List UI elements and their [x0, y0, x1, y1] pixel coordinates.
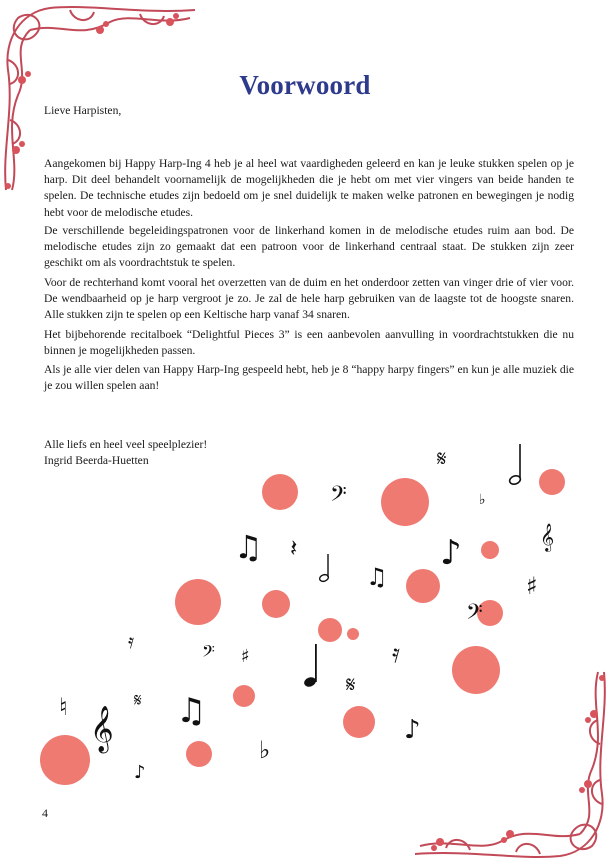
beamed-notes-icon: ♫	[176, 691, 207, 731]
segno-icon: 𝄋	[346, 673, 356, 698]
paragraph-text: Als je alle vier delen van Happy Harp-Ing gespeeld hebt, heb je 8 “happy harpy fingers” en kun je alle muziek die je zou willen spelen aan!	[44, 363, 574, 393]
bass-clef-icon: 𝄢	[466, 600, 483, 630]
decor-circle	[452, 646, 500, 694]
decor-circle	[262, 590, 290, 618]
decor-circle	[347, 628, 359, 640]
flat-icon: ♭	[479, 492, 486, 508]
half-note-icon	[508, 444, 521, 486]
segno-icon: 𝄋	[134, 690, 142, 711]
sharp-icon: ♯	[526, 572, 538, 600]
greeting	[44, 103, 574, 119]
paragraph-text: De verschillende begeleidingspatronen voor de linkerhand komen in de melodische etudes ruim aan bod. De melodische etudes zijn zo gemaakt dat een patroon voor de linkerhand centraal staat. De stukken zijn zeer geschikt om als voordrachtstuk te spelen.	[44, 224, 574, 270]
sixteenth-rest-icon: 𝄿	[392, 639, 400, 669]
decor-circle	[481, 541, 499, 559]
paragraph-3	[44, 275, 574, 324]
page-title: Voorwoord	[239, 70, 371, 101]
decor-circle	[40, 735, 90, 785]
flat-icon: ♭	[259, 736, 271, 764]
decor-circles	[40, 469, 565, 785]
decor-circle	[318, 618, 342, 642]
signature-name: Ingrid Beerda-Huetten	[44, 454, 149, 468]
natural-icon: ♮	[59, 693, 68, 721]
paragraph-text: Het bijbehorende recitalboek “Delightful Pieces 3” is een aanbevolen aanvulling in voordrachtstukken die nu binnen je mogelijkheden passen.	[44, 328, 574, 358]
music-decoration	[0, 430, 610, 810]
decor-circle	[343, 706, 375, 738]
treble-clef-icon: 𝄞	[90, 706, 114, 752]
paragraph-5	[44, 362, 574, 394]
sixteenth-rest-icon: 𝄿	[128, 629, 135, 653]
paragraph-text: Aangekomen bij Happy Harp-Ing 4 heb je al heel wat vaardigheden geleerd en kan je leuke stukken spelen op je harp. Dit deel behandelt voornamelijk de mogelijkheden die je hebt om met vier vingers van beide handen te spelen. De technische etudes zijn bedoeld om je snel duidelijk te maken welke patronen en bewegingen je nodig hebt voor de melodische etudes.	[44, 157, 574, 219]
half-note-icon	[319, 554, 330, 583]
page-number: 4	[42, 806, 48, 820]
sharp-icon: ♯	[241, 646, 250, 667]
paragraph-text: Voor de rechterhand komt vooral het overzetten van de duim en het onderdoor zetten van vinger drie of vier voor. De wendbaarheid op je harp vergroot je zo. Je zal de hele harp gebruiken van de laagste tot de hoogste snaren. Alle stukken zijn te spelen op een Keltische harp vanaf 34 snaren.	[44, 276, 574, 322]
eighth-note-icon: ♪	[134, 762, 146, 783]
quarter-rest-icon: 𝄽	[290, 534, 298, 562]
signoff-line: Alle liefs en heel veel speelplezier!	[44, 438, 208, 451]
paragraph-1	[44, 156, 574, 221]
decor-symbols	[59, 444, 554, 783]
eighth-note-icon: ♪	[440, 533, 462, 573]
paragraph-4	[44, 327, 574, 359]
decor-circle	[186, 741, 212, 767]
greeting-text: Lieve Harpisten,	[44, 104, 122, 117]
decor-circle	[406, 569, 440, 603]
decor-circle	[233, 685, 255, 707]
decor-circle	[262, 474, 298, 510]
decor-circle	[381, 478, 429, 526]
paragraph-2	[44, 223, 574, 272]
decor-circle	[539, 469, 565, 495]
decor-circle	[175, 579, 221, 625]
bass-clef-icon: 𝄢	[202, 641, 215, 665]
segno-icon: 𝄋	[437, 447, 447, 472]
beamed-notes-icon: ♫	[234, 528, 263, 566]
bass-clef-icon: 𝄢	[330, 482, 347, 512]
treble-clef-icon: 𝄞	[540, 523, 555, 551]
eighth-note-icon: ♪	[404, 715, 421, 745]
quarter-note-icon	[303, 644, 317, 688]
beamed-notes-icon: ♫	[366, 563, 388, 591]
